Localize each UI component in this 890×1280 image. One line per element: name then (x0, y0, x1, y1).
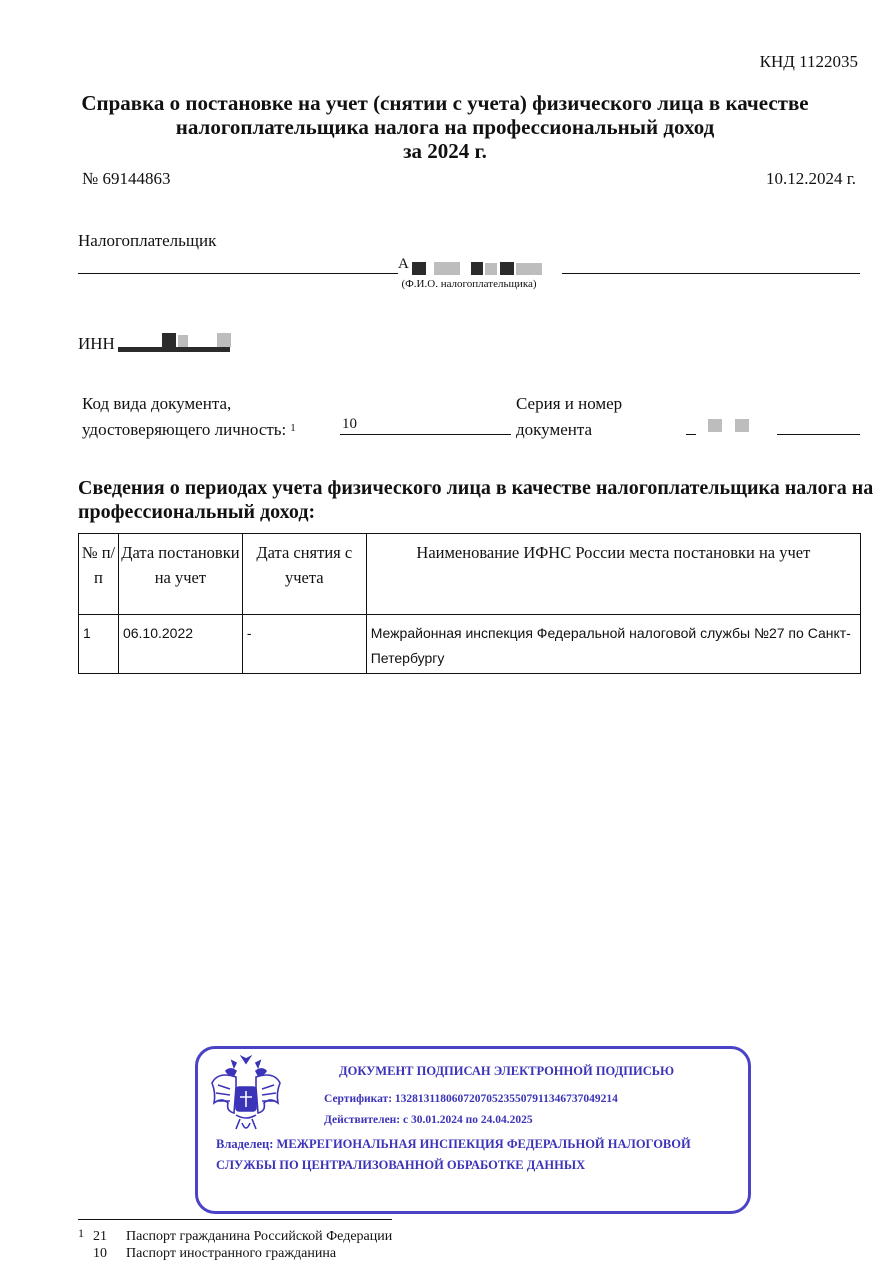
cell-registration-date: 06.10.2022 (118, 615, 242, 674)
table-row (79, 615, 861, 674)
cell-deregistration-date: - (242, 615, 366, 674)
document-title (0, 91, 890, 163)
taxpayer-name: А (398, 256, 409, 272)
stamp-owner-line2: СЛУЖБЫ ПО ЦЕНТРАЛИЗОВАННОЙ ОБРАБОТКЕ ДАННЫХ (216, 1158, 586, 1172)
table-header-row (79, 534, 861, 615)
taxpayer-label: Налогоплательщик (78, 231, 217, 250)
doc-code-label-line2 (82, 417, 296, 443)
title-line-3: за 2024 г. (403, 139, 487, 163)
form-code: КНД 1122035 (759, 52, 858, 71)
section-title: Сведения о периодах учета физического лица в качестве налогоплательщика налога на профессиональный доход: (78, 477, 874, 523)
series-underline (777, 434, 860, 435)
title-line-1: Справка о постановке на учет (снятии с учета) физического лица в качестве (81, 91, 809, 115)
stamp-certificate: Сертификат: 132813118060720705235507911346737049214 (324, 1093, 618, 1105)
inn-label: ИНН (78, 334, 115, 353)
footnote-code-2: 10 (93, 1246, 107, 1261)
doc-code-value: 10 (342, 416, 357, 432)
stamp-heading: ДОКУМЕНТ ПОДПИСАН ЭЛЕКТРОННОЙ ПОДПИСЬЮ (339, 1064, 675, 1078)
series-underline-prefix (686, 434, 696, 435)
document-number: № 69144863 (82, 169, 171, 188)
footnote-text-1: Паспорт гражданина Российской Федерации (126, 1229, 393, 1244)
doc-code-label-text: удостоверяющего личность: (82, 420, 287, 439)
header-registration-date: Дата постановки на учет (118, 534, 242, 615)
series-label-line1: Серия и номер (516, 394, 623, 413)
taxpayer-underline-right (562, 273, 860, 274)
taxpayer-underline-left (78, 273, 398, 274)
doc-code-label-line1: Код вида документа, (82, 394, 232, 413)
title-line-2: налогоплательщика налога на профессиональный доход (175, 115, 715, 139)
stamp-owner-line1: Владелец: МЕЖРЕГИОНАЛЬНАЯ ИНСПЕКЦИЯ ФЕДЕРАЛЬНОЙ НАЛОГОВОЙ (216, 1137, 691, 1151)
footnote-separator (78, 1219, 392, 1220)
taxpayer-name-caption: (Ф.И.О. налогоплательщика) (401, 278, 537, 290)
electronic-signature-stamp (195, 1046, 751, 1214)
header-deregistration-date: Дата снятия с учета (242, 534, 366, 615)
stamp-validity: Действителен: с 30.01.2024 по 24.04.2025 (324, 1114, 533, 1126)
document-date: 10.12.2024 г. (765, 169, 856, 188)
footnote-text-2: Паспорт иностранного гражданина (126, 1246, 337, 1261)
cell-inspection-name: Межрайонная инспекция Федеральной налоговой службы №27 по Санкт-Петербургу (366, 615, 860, 674)
periods-table (78, 533, 861, 674)
footnote-mark: 1 (290, 422, 296, 434)
coat-of-arms-icon (206, 1053, 286, 1139)
doc-code-label (82, 391, 296, 443)
header-number: № п/п (79, 534, 119, 615)
series-label (516, 391, 622, 443)
header-inspection-name: Наименование ИФНС России места постановки на учет (366, 534, 860, 615)
footnote-code-1: 21 (93, 1229, 107, 1244)
series-label-line2: документа (516, 420, 593, 439)
doc-code-underline (340, 434, 511, 435)
footnote-mark-bottom: 1 (78, 1226, 84, 1240)
cell-number: 1 (79, 615, 119, 674)
